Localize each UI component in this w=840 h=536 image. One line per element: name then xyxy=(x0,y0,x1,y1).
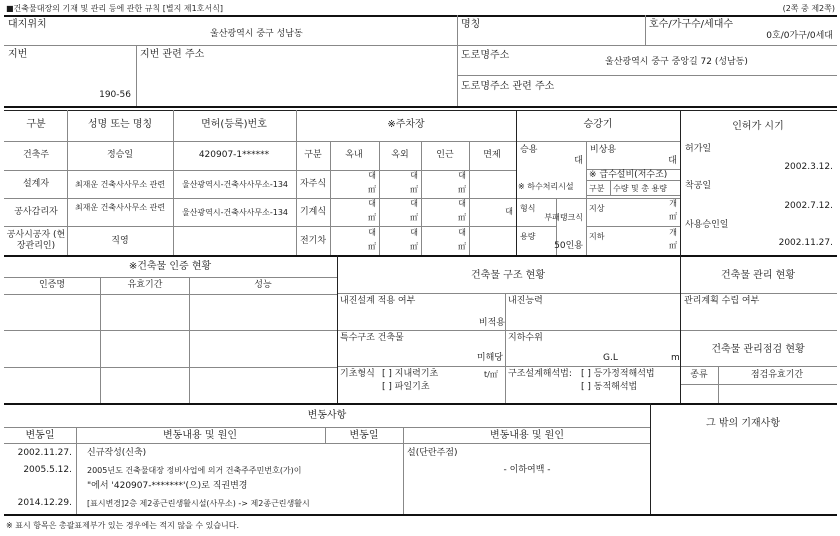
water-supply-title: ※ 급수설비(저수조) xyxy=(589,170,668,180)
lot-label: 지번 xyxy=(8,49,28,60)
certification-header: 인증명 xyxy=(38,280,66,290)
change-date: 2005.5.12. xyxy=(23,465,72,475)
sewage-label: ※ 하수처리시설 xyxy=(518,182,574,191)
lot-value: 190-56 xyxy=(99,90,131,100)
special-structure-value: 미해당 xyxy=(476,353,503,363)
parking-row-label: 기계식 xyxy=(299,207,327,217)
management-plan-label: 관리계획 수립 여부 xyxy=(684,296,760,306)
col-divider xyxy=(325,427,326,443)
certification-title: ※건축물 인증 현황 xyxy=(128,261,212,272)
water-area-unit: ㎡ xyxy=(669,212,677,221)
blank-marker: - 이하여백 - xyxy=(503,465,551,475)
col-divider xyxy=(67,110,68,255)
parking-unit-count: 대 xyxy=(458,199,466,208)
col-divider xyxy=(403,427,404,514)
foundation-unit: t/㎡ xyxy=(484,370,498,379)
section-border xyxy=(4,106,837,108)
col-divider xyxy=(330,141,331,255)
changes-date-header: 변동일 xyxy=(349,430,379,441)
person-category: 설계자 xyxy=(22,179,50,189)
water-above-label: 지상 xyxy=(589,204,605,213)
changes-content-header: 변동내용 및 원인 xyxy=(163,430,237,441)
parking-row-label: 전기차 xyxy=(299,236,327,246)
elevator-passenger-label: 승용 xyxy=(520,145,538,155)
permit-label: 착공일 xyxy=(685,181,712,191)
permit-date: 2002.3.12. xyxy=(784,162,833,172)
col-divider xyxy=(421,141,422,255)
person-name: 최재운 건축사사무소 관련 xyxy=(74,180,166,189)
structure-title: 건축물 구조 현황 xyxy=(471,270,545,281)
person-category: 공사시공자 (현장관리인) xyxy=(6,230,66,251)
parking-unit-area: ㎡ xyxy=(410,242,418,251)
col-divider xyxy=(189,277,190,403)
row-divider xyxy=(4,277,337,278)
water-header: 구분 xyxy=(589,184,605,193)
col-divider xyxy=(586,141,587,255)
parking-unit-area: ㎡ xyxy=(368,213,376,222)
row-divider xyxy=(4,198,516,199)
changes-title: 변동사항 xyxy=(307,410,347,421)
changes-date-header: 변동일 xyxy=(25,430,55,441)
row-divider xyxy=(516,198,680,199)
change-date: 2002.11.27. xyxy=(17,448,72,458)
sewage-type-label: 형식 xyxy=(520,204,536,213)
parking-unit-count: 대 xyxy=(368,199,376,208)
section-border xyxy=(4,403,837,405)
site-label: 대지위치 xyxy=(8,19,47,30)
col-divider xyxy=(610,180,611,195)
parking-unit-count: 대 xyxy=(410,228,418,237)
persons-category-header: 구분 xyxy=(26,119,46,130)
row-divider xyxy=(337,293,837,294)
row-divider xyxy=(4,294,337,295)
col-divider xyxy=(505,293,506,403)
person-category: 건축주 xyxy=(22,150,50,160)
change-date: 2014.12.29. xyxy=(17,498,72,508)
road-related-label: 도로명주소 관련 주소 xyxy=(461,81,555,92)
water-count-unit: 개 xyxy=(669,199,677,208)
bottom-border xyxy=(4,514,837,516)
row-divider xyxy=(4,170,516,171)
person-license: 420907-1****** xyxy=(198,150,270,160)
col-divider xyxy=(136,45,137,106)
parking-header: 옥내 xyxy=(345,150,363,160)
row-divider xyxy=(4,427,650,428)
water-below-label: 지하 xyxy=(589,232,605,241)
water-area-unit: ㎡ xyxy=(669,241,677,250)
management-title: 건축물 관리 현황 xyxy=(721,270,795,281)
parking-header: 구분 xyxy=(304,150,322,160)
other-entries-title: 그 밖의 기재사항 xyxy=(706,418,780,429)
row-divider xyxy=(4,45,837,46)
parking-unit-area: ㎡ xyxy=(368,185,376,194)
parking-unit-area: ㎡ xyxy=(458,213,466,222)
inspection-title: 건축물 관리점검 현황 xyxy=(711,344,805,355)
elevator-passenger-unit: 대 xyxy=(574,156,583,166)
parking-unit-count: 대 xyxy=(458,228,466,237)
permit-date: 2002.11.27. xyxy=(778,238,833,248)
groundwater-unit: m xyxy=(671,353,680,363)
special-structure-label: 특수구조 건축물 xyxy=(340,333,404,343)
row-divider xyxy=(337,366,837,367)
change-content: "에서 '420907-*******'(으)로 직권변경 xyxy=(87,481,248,491)
seismic-capacity-label: 내진능력 xyxy=(508,296,543,306)
person-license: 울산광역시-건축사사무소-134 xyxy=(181,208,289,217)
change-content: 2005년도 건축물대장 정비사업에 의거 건축주주민번호(가)이 xyxy=(87,466,302,475)
row-divider xyxy=(586,226,680,227)
seismic-capacity-value: 비적용 xyxy=(478,318,505,328)
water-header: 수량 및 총 용량 xyxy=(613,184,667,193)
site-value: 울산광역시 중구 성남동 xyxy=(210,29,303,39)
analysis-option-dynamic[interactable]: [ ] 동적해석법 xyxy=(581,382,638,392)
water-count-unit: 개 xyxy=(669,228,677,237)
elevator-title: 승강기 xyxy=(583,119,613,130)
change-content: [표시변경]2층 제2종근린생활시설(사무소) -> 제2종근린생활시 xyxy=(87,499,310,508)
col-divider xyxy=(718,366,719,403)
row-divider xyxy=(516,226,556,227)
row-divider xyxy=(4,141,680,142)
change-content: 신규작성(신축) xyxy=(87,448,147,458)
groundwater-label: 지하수위 xyxy=(508,333,543,343)
col-divider xyxy=(337,255,338,403)
person-license: 울산광역시-건축사사무소-134 xyxy=(181,180,289,189)
sewage-capacity-label: 용량 xyxy=(520,232,536,241)
col-divider xyxy=(680,255,681,403)
person-name: 직영 xyxy=(111,236,129,246)
row-divider xyxy=(680,384,837,385)
analysis-label: 구조설계해석법: xyxy=(508,369,572,379)
person-category: 공사감리자 xyxy=(14,207,58,217)
footnote: ※ 표시 항목은 총괄표제부가 있는 경우에는 적지 않을 수 있습니다. xyxy=(6,521,240,530)
permit-label: 사용승인일 xyxy=(685,220,729,230)
certification-header: 유효기간 xyxy=(127,280,163,290)
page-indicator: (2쪽 중 제2쪽) xyxy=(782,4,835,13)
households-value: 0호/0가구/0세대 xyxy=(766,31,833,41)
foundation-option-pile[interactable]: [ ] 파일기초 xyxy=(382,382,430,392)
col-divider xyxy=(296,110,297,255)
parking-header: 인근 xyxy=(436,150,454,160)
parking-header: 옥외 xyxy=(391,150,409,160)
parking-unit-area: ㎡ xyxy=(410,185,418,194)
col-divider xyxy=(173,110,174,255)
certification-header: 성능 xyxy=(254,280,272,290)
col-divider xyxy=(680,110,681,255)
parking-unit-count: 대 xyxy=(410,171,418,180)
parking-unit-area: ㎡ xyxy=(410,213,418,222)
row-divider xyxy=(337,330,837,331)
sewage-capacity-value: 50인용 xyxy=(554,241,583,251)
person-name: 정승일 xyxy=(106,150,134,160)
parking-unit-area: ㎡ xyxy=(458,242,466,251)
permit-label: 허가일 xyxy=(685,144,712,154)
persons-name-header: 성명 또는 명칭 xyxy=(87,119,153,130)
parking-unit-count: 대 xyxy=(368,171,376,180)
road-value: 울산광역시 중구 중앙길 72 (성남동) xyxy=(605,57,748,67)
col-divider xyxy=(76,427,77,514)
col-divider xyxy=(469,141,470,255)
foundation-label: 기초형식 xyxy=(340,369,375,379)
inspection-header: 종류 xyxy=(690,370,708,380)
row-divider xyxy=(4,367,337,368)
elevator-emergency-label: 비상용 xyxy=(590,145,617,155)
col-divider xyxy=(100,277,101,403)
parking-row-label: 자주식 xyxy=(299,179,327,189)
parking-unit-count: 대 xyxy=(368,228,376,237)
parking-unit-count: 대 xyxy=(410,199,418,208)
col-divider xyxy=(457,15,458,106)
permit-date: 2002.7.12. xyxy=(784,201,833,211)
parking-unit-area: ㎡ xyxy=(368,242,376,251)
lot-related-label: 지번 관련 주소 xyxy=(140,49,205,60)
col-divider xyxy=(645,15,646,45)
parking-unit-area: ㎡ xyxy=(458,185,466,194)
row-divider xyxy=(4,443,650,444)
col-divider xyxy=(516,110,517,255)
name-label: 명칭 xyxy=(461,19,481,30)
row-divider xyxy=(457,75,837,76)
col-divider xyxy=(650,403,651,514)
parking-header: 면제 xyxy=(483,150,501,160)
households-label: 호수/가구수/세대수 xyxy=(649,19,734,30)
elevator-emergency-unit: 대 xyxy=(668,156,677,166)
permits-title: 인허가 시기 xyxy=(732,121,784,132)
road-label: 도로명주소 xyxy=(461,50,510,61)
groundwater-gl: G.L xyxy=(603,353,618,363)
parking-unit-count: 대 xyxy=(458,171,466,180)
foundation-option-bearing[interactable]: [ ] 지내력기초 xyxy=(382,369,439,379)
row-divider xyxy=(4,330,337,331)
parking-exempt-unit: 대 xyxy=(505,207,513,216)
section-border xyxy=(4,110,837,111)
persons-license-header: 면허(등록)번호 xyxy=(201,119,267,130)
changes-content-header: 변동내용 및 원인 xyxy=(490,430,564,441)
section-border xyxy=(4,255,837,257)
parking-title: ※주차장 xyxy=(387,119,425,130)
inspection-header: 점검유효기간 xyxy=(750,370,804,380)
seismic-design-label: 내진설계 적용 여부 xyxy=(340,296,416,306)
row-divider xyxy=(586,195,680,196)
top-border xyxy=(4,15,837,17)
form-title: ■건축물대장의 기재 및 관리 등에 관한 규칙 [별지 제1호서식] xyxy=(6,4,223,13)
sewage-type-value: 부패탱크식 xyxy=(544,213,583,222)
col-divider xyxy=(379,141,380,255)
row-divider xyxy=(4,226,516,227)
change-content-continued: 설(단란주점) xyxy=(407,448,458,458)
person-name: 최재운 건축사사무소 관련 xyxy=(74,203,166,212)
analysis-option-static[interactable]: [ ] 등가정적해석법 xyxy=(581,369,655,379)
